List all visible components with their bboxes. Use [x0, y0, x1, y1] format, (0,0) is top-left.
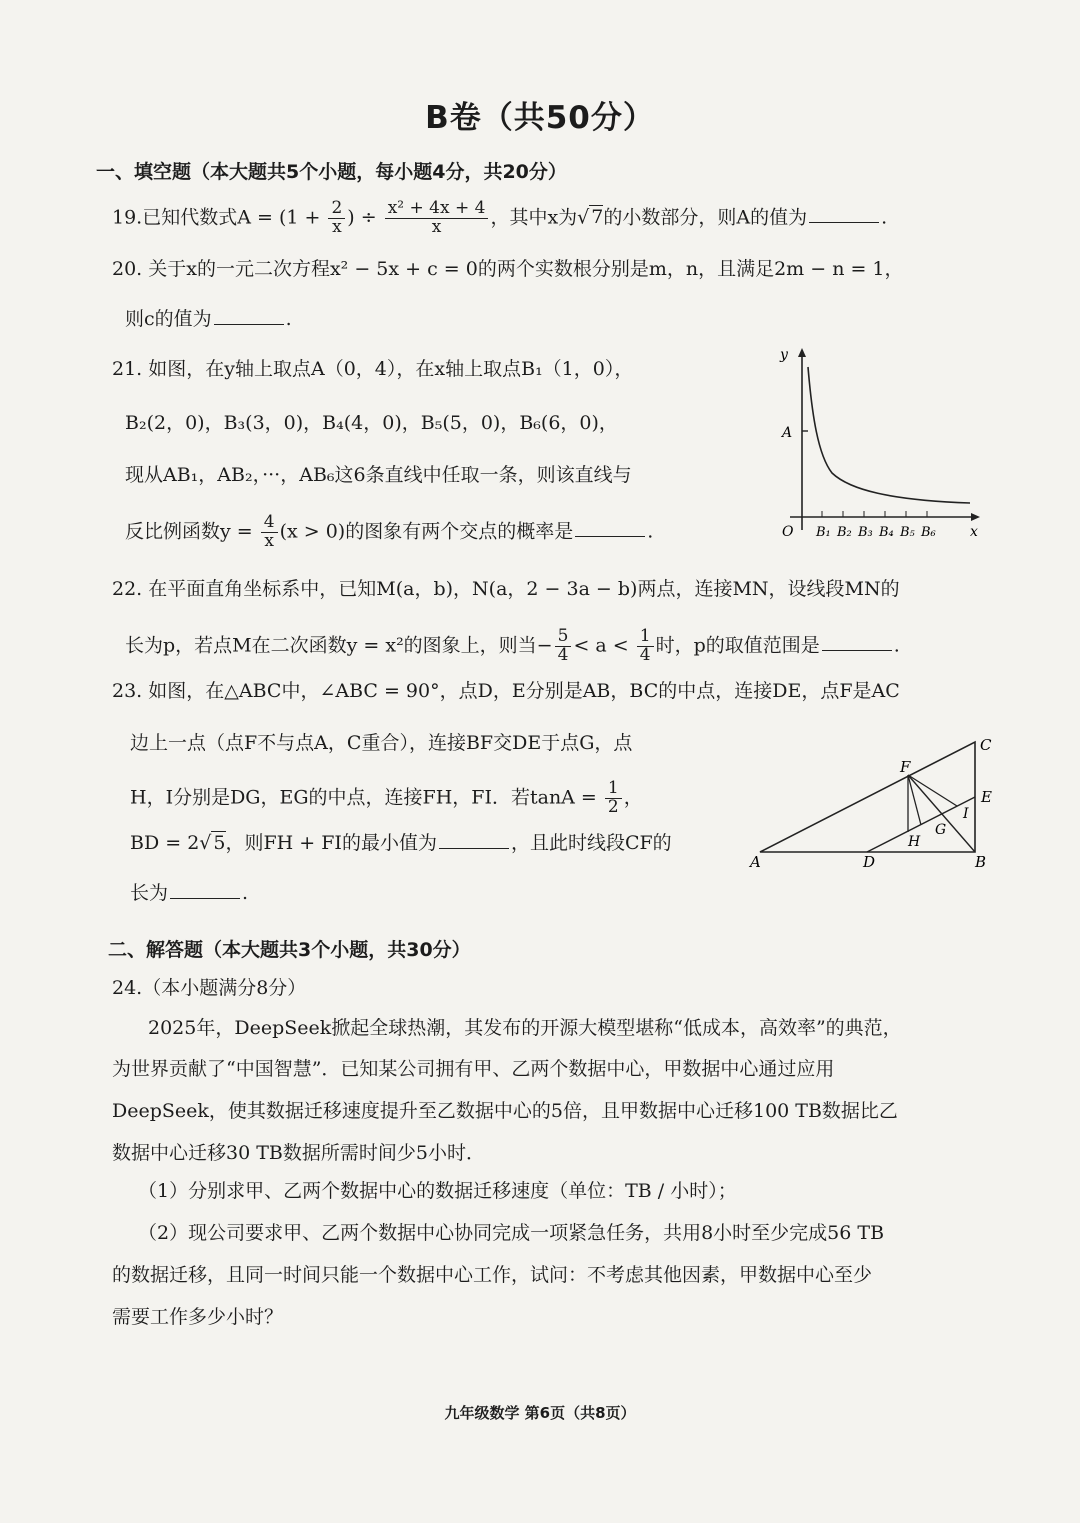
- question-23-line-3: H，I分别是DG，EG的中点，连接FH，FI．若tanA = $\frac{1}{2}$ ，: [130, 778, 643, 817]
- b5-label: B₅: [900, 525, 915, 540]
- hyperbola-figure: [770, 345, 985, 545]
- question-23-line-5: 长为 .: [130, 882, 249, 904]
- answer-blank: [170, 880, 240, 899]
- question-24-para-1: 2025年，DeepSeek掀起全球热潮，其发布的开源大模型堪称“低成本，高效率”的典范，: [148, 1017, 902, 1039]
- fraction: $\frac{\text{x² + 4x + 4}}{x}$: [385, 200, 489, 237]
- point-g-label: G: [935, 822, 947, 838]
- fraction: $\frac{5}{4}$: [555, 628, 572, 665]
- point-c-label: C: [980, 736, 992, 754]
- fraction: $\frac{1}{4}$: [637, 628, 654, 665]
- question-22-line-1: 22. 在平面直角坐标系中，已知M(a，b)，N(a，2 − 3a − b)两点，连接MN，设线段MN的: [112, 578, 900, 600]
- fraction: $\frac{2}{x}$: [328, 200, 345, 237]
- point-h-label: H: [908, 834, 921, 850]
- question-23-line-1: 23. 如图，在△ABC中，∠ABC = 90°，点D，E分别是AB，BC的中点，连接DE，点F是AC: [112, 680, 900, 702]
- question-20-line-2: 则c的值为 .: [125, 308, 292, 330]
- page-footer: 九年级数学 第6页（共8页）: [444, 1404, 636, 1422]
- question-21-line-2: B₂(2，0)，B₃(3，0)，B₄(4，0)，B₅(5，0)，B₆(6，0)，: [125, 412, 618, 434]
- point-f-label: F: [900, 758, 911, 776]
- b2-label: B₂: [837, 525, 852, 540]
- question-24-para-4: 数据中心迁移30 TB数据所需时间少5小时．: [112, 1142, 485, 1164]
- axis-x-label: x: [970, 524, 978, 540]
- answer-blank: [575, 518, 645, 537]
- answer-blank: [822, 632, 892, 651]
- question-24-part-2-line-2: 的数据迁移，且同一时间只能一个数据中心工作，试问：不考虑其他因素，甲数据中心至少: [112, 1264, 873, 1286]
- fraction: $\frac{1}{2}$: [605, 780, 622, 817]
- answer-blank: [439, 830, 509, 849]
- b6-label: B₆: [921, 525, 936, 540]
- question-24-part-2-line-3: 需要工作多少小时？: [112, 1306, 284, 1328]
- question-24-part-2-line-1: （2）现公司要求甲、乙两个数据中心协同完成一项紧急任务，共用8小时至少完成56 TB: [138, 1222, 885, 1244]
- point-a-label: A: [782, 425, 793, 441]
- section-fill-in-heading: 一、填空题（本大题共5个小题，每小题4分，共20分）: [96, 161, 567, 183]
- triangle-figure: [745, 730, 1005, 875]
- point-i-label: I: [963, 806, 969, 822]
- section-solutions-heading: 二、解答题（本大题共3个小题，共30分）: [108, 939, 471, 961]
- question-22-line-2: 长为p，若点M在二次函数y = x²的图象上，则当− $\frac{5}{4}$ < a < $\frac{1}{4}$ 时，p的取值范围是 .: [125, 626, 900, 665]
- question-19: 19.已知代数式A = (1 + $\frac{2}{x}$ ) ÷ $\frac{\text{x² + 4x + 4}}{x}$ ，其中x为√ 7的小数部分，则A的值为 .: [112, 198, 888, 237]
- page-title: B卷（共50分）: [425, 100, 655, 136]
- answer-blank: [214, 306, 284, 325]
- question-21-line-4: 反比例函数y = $\frac{4}{x}$ (x > 0)的图象有两个交点的概率是 .: [125, 512, 654, 551]
- question-23-line-4: BD = 2√ 5，则FH + FI的最小值为 ，且此时线段CF的: [130, 832, 672, 854]
- question-24-para-3: DeepSeek，使其数据迁移速度提升至乙数据中心的5倍，且甲数据中心迁移100 TB数据比乙: [112, 1100, 898, 1122]
- origin-label: O: [782, 524, 794, 540]
- point-e-label: E: [981, 788, 992, 806]
- question-24-para-2: 为世界贡献了“中国智慧”．已知某公司拥有甲、乙两个数据中心，甲数据中心通过应用: [112, 1058, 835, 1080]
- fraction: $\frac{4}{x}$: [261, 514, 278, 551]
- b3-label: B₃: [858, 525, 873, 540]
- question-24-part-1: （1）分别求甲、乙两个数据中心的数据迁移速度（单位：TB / 小时）；: [138, 1180, 737, 1202]
- question-21-line-3: 现从AB₁，AB₂，···，AB₆这6条直线中任取一条，则该直线与: [125, 464, 632, 486]
- axis-y-label: y: [780, 347, 788, 363]
- b4-label: B₄: [879, 525, 894, 540]
- question-23-line-2: 边上一点（点F不与点A，C重合），连接BF交DE于点G，点: [130, 732, 633, 754]
- question-24-heading: 24.（本小题满分8分）: [112, 977, 307, 999]
- point-d-label: D: [863, 853, 876, 871]
- point-a-label: A: [750, 853, 761, 871]
- answer-blank: [809, 204, 879, 223]
- b1-label: B₁: [816, 525, 831, 540]
- question-21-line-1: 21. 如图，在y轴上取点A（0，4），在x轴上取点B₁（1，0），: [112, 358, 634, 380]
- point-b-label: B: [975, 853, 987, 871]
- question-20-line-1: 20. 关于x的一元二次方程x² − 5x + c = 0的两个实数根分别是m，n，且满足2m − n = 1，: [112, 258, 904, 280]
